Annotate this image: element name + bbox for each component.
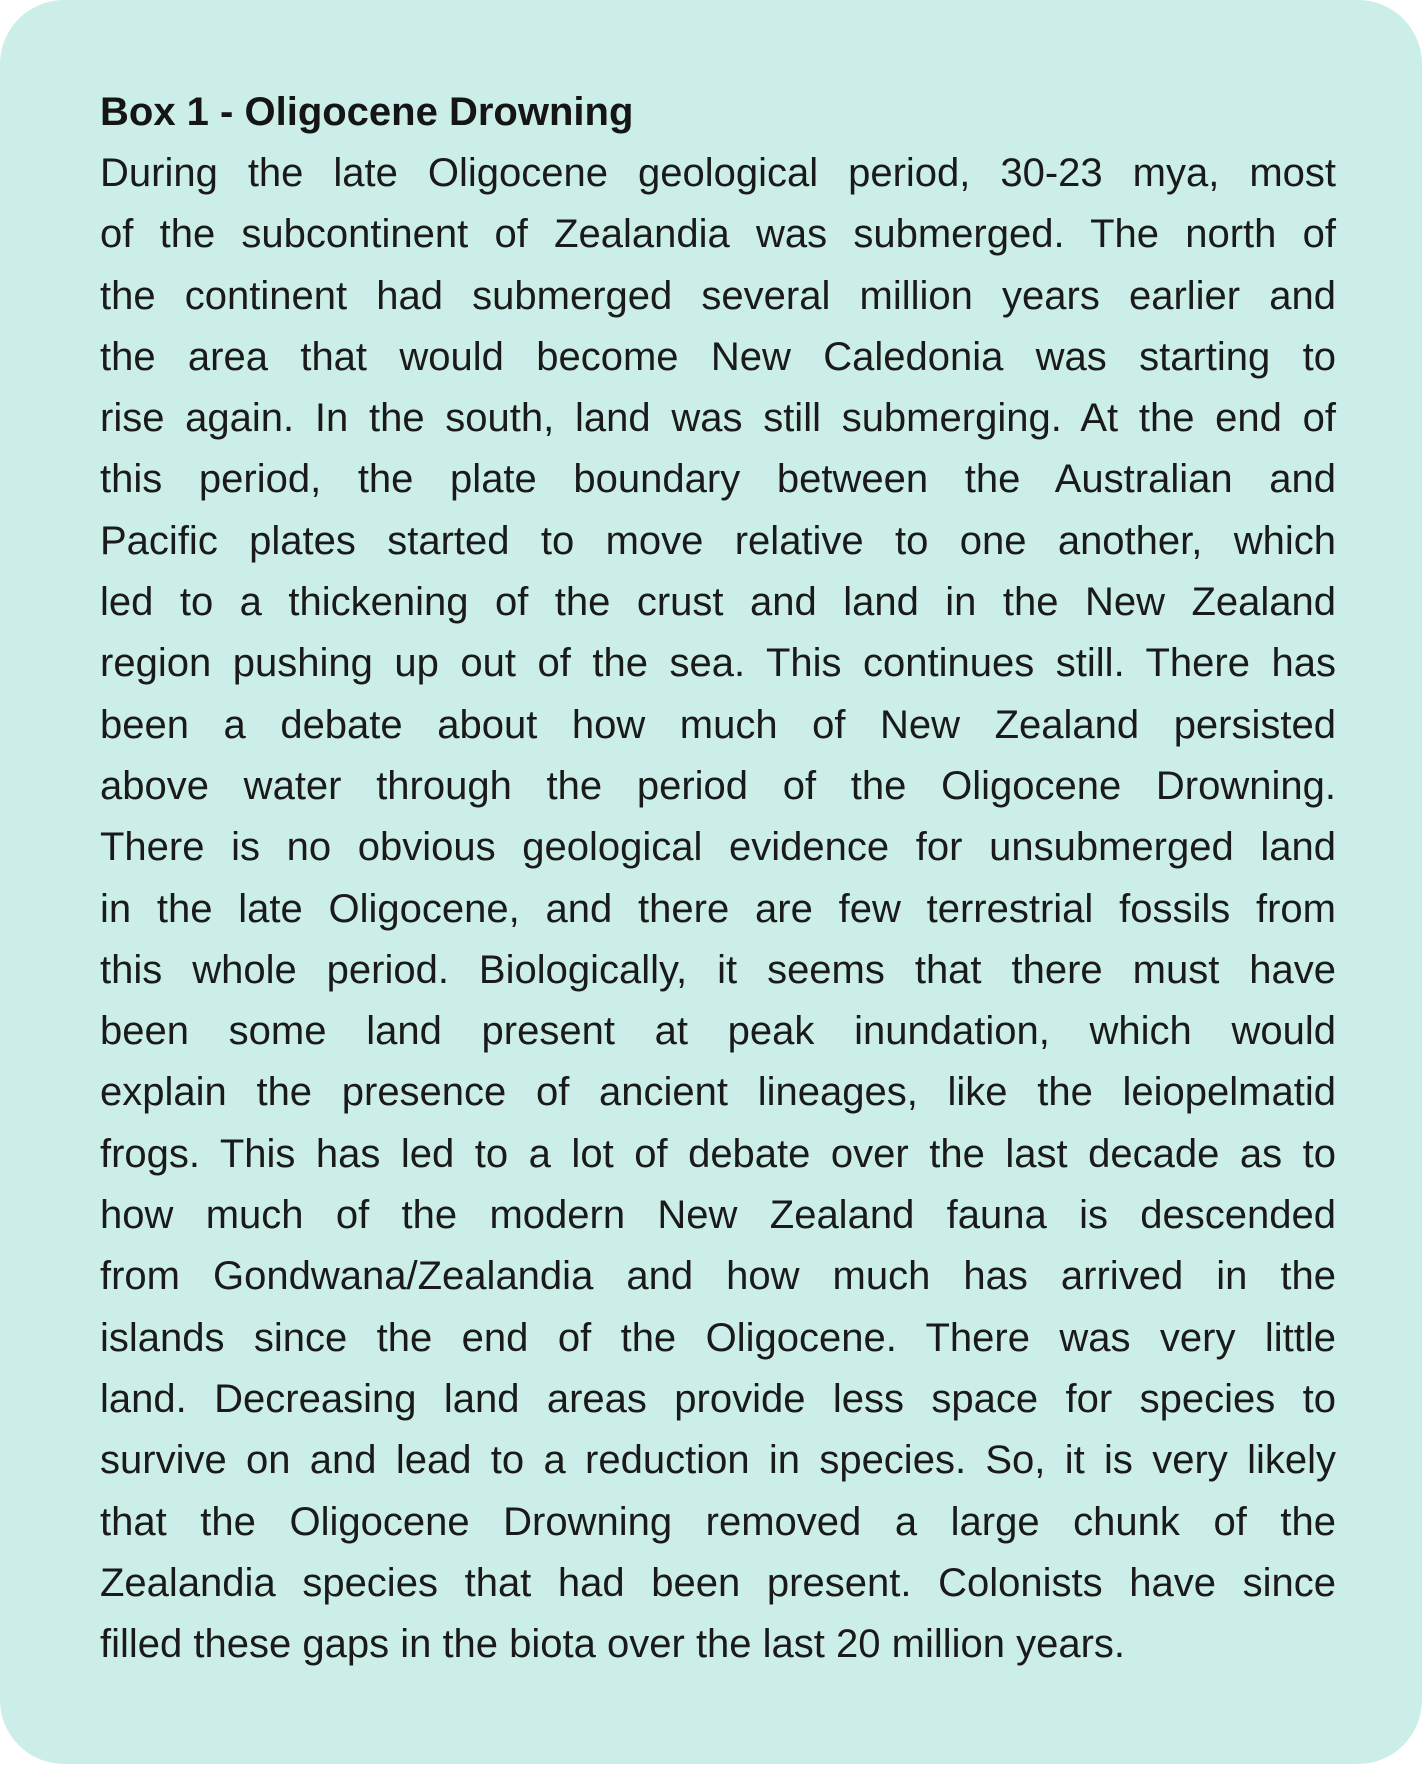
- body-line: how much of the modern New Zealand fauna is descended: [100, 1193, 1336, 1238]
- body-line: explain the presence of ancient lineages, like the leiopelmatid: [100, 1070, 1336, 1115]
- body-line: frogs. This has led to a lot of debate over the last decade as to: [100, 1131, 1336, 1176]
- body-line: Zealandia species that had been present. Colonists have since: [100, 1560, 1336, 1605]
- body-line: been a debate about how much of New Zealand persisted: [100, 702, 1336, 747]
- box-body: [100, 143, 1336, 1675]
- body-line: Pacific plates started to move relative to one another, which: [100, 518, 1336, 563]
- body-line: rise again. In the south, land was still submerging. At the end of: [100, 396, 1336, 441]
- body-line: During the late Oligocene geological period, 30-23 mya, most: [100, 151, 1336, 195]
- body-line: this whole period. Biologically, it seems that there must have: [100, 947, 1336, 992]
- body-line: in the late Oligocene, and there are few terrestrial fossils from: [100, 886, 1336, 931]
- body-line: above water through the period of the Oligocene Drowning.: [100, 763, 1336, 808]
- body-line: islands since the end of the Oligocene. There was very little: [100, 1315, 1336, 1360]
- body-line: survive on and lead to a reduction in species. So, it is very likely: [100, 1438, 1336, 1483]
- body-line: of the subcontinent of Zealandia was submerged. The north of: [100, 212, 1336, 257]
- box-title: Box 1 - Oligocene Drowning: [100, 90, 634, 134]
- body-line: that the Oligocene Drowning removed a large chunk of the: [100, 1499, 1336, 1544]
- body-line: led to a thickening of the crust and land in the New Zealand: [100, 580, 1336, 625]
- body-line: the area that would become New Caledonia was starting to: [100, 334, 1336, 379]
- body-line: been some land present at peak inundation, which would: [100, 1009, 1336, 1054]
- body-line: the continent had submerged several million years earlier and: [100, 273, 1336, 318]
- body-line: There is no obvious geological evidence for unsubmerged land: [100, 825, 1336, 870]
- body-line: land. Decreasing land areas provide less space for species to: [100, 1376, 1336, 1421]
- body-line: region pushing up out of the sea. This continues still. There has: [100, 641, 1336, 686]
- body-line: this period, the plate boundary between the Australian and: [100, 457, 1336, 502]
- body-line: from Gondwana/Zealandia and how much has arrived in the: [100, 1254, 1336, 1299]
- body-line: filled these gaps in the biota over the last 20 million years.: [100, 1622, 1126, 1667]
